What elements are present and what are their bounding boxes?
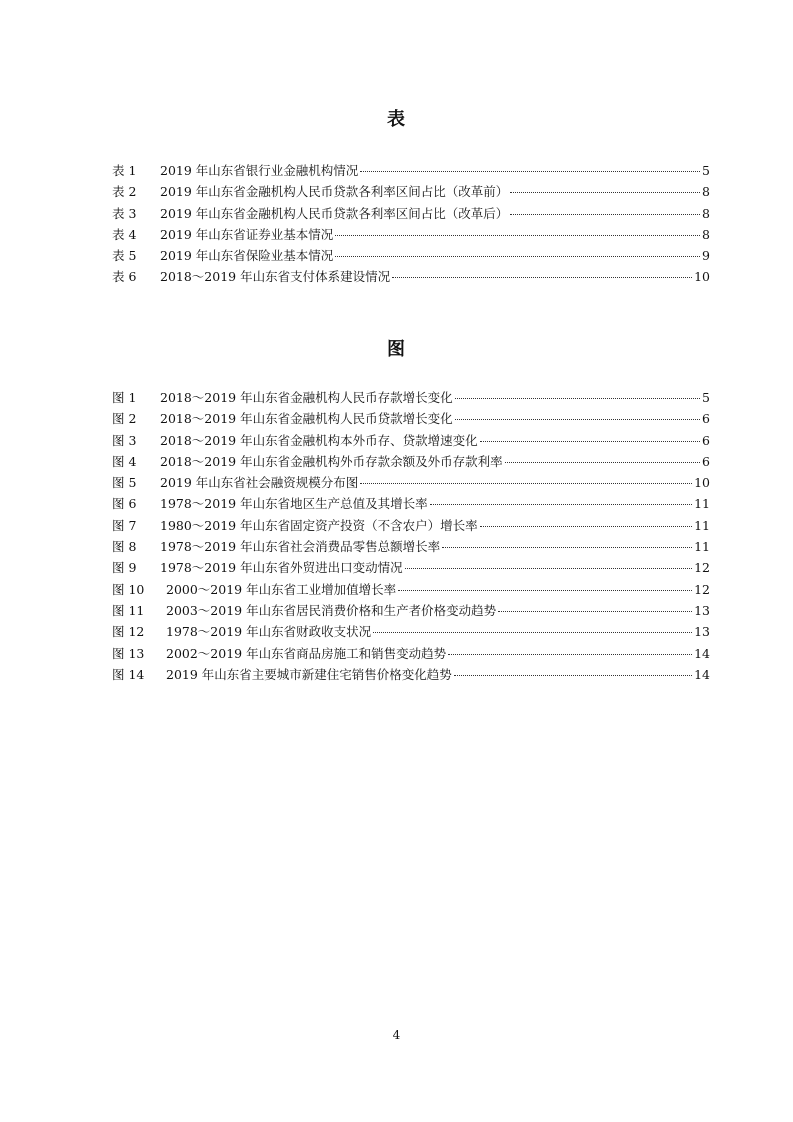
toc-entry[interactable]	[112, 493, 710, 514]
toc-entry-title: 1978～2019 年山东省财政收支状况	[166, 624, 372, 640]
toc-entry-label: 图 4	[112, 453, 137, 469]
toc-entry-label: 图 3	[112, 432, 137, 448]
toc-dot-leader	[335, 235, 700, 236]
toc-entry-label: 图 9	[112, 560, 137, 576]
toc-entry-label: 图 11	[112, 602, 145, 618]
toc-entry-page: 5	[702, 163, 710, 178]
toc-entry-page: 12	[694, 581, 710, 597]
toc-entry-title: 1978～2019 年山东省地区生产总值及其增长率	[160, 496, 428, 512]
toc-entry-page: 13	[694, 624, 710, 640]
toc-entry[interactable]	[112, 515, 710, 536]
toc-dot-leader	[442, 547, 692, 548]
toc-dot-leader	[373, 632, 692, 633]
toc-entry-title: 1980～2019 年山东省固定资产投资（不含农户）增长率	[160, 517, 478, 533]
toc-entry[interactable]	[112, 203, 710, 224]
toc-entry-title: 2018～2019 年山东省金融机构外币存款余额及外币存款利率	[160, 453, 503, 469]
toc-entry-label: 表 5	[112, 248, 137, 264]
toc-entry[interactable]	[112, 430, 710, 451]
toc-entry-label: 图 5	[112, 475, 137, 491]
toc-entry-title: 2018～2019 年山东省金融机构人民币存款增长变化	[160, 390, 453, 405]
toc-entry-page: 11	[694, 517, 710, 533]
toc-dot-leader	[360, 171, 700, 172]
toc-entry-page: 12	[694, 560, 710, 576]
toc-entry-page: 11	[694, 539, 710, 555]
toc-entry-label: 图 14	[112, 666, 145, 682]
toc-entry[interactable]	[112, 643, 710, 664]
toc-dot-leader	[505, 462, 700, 463]
toc-entry[interactable]	[112, 387, 710, 408]
toc-dot-leader	[454, 675, 692, 676]
toc-dot-leader	[510, 192, 700, 193]
toc-entry-page: 11	[694, 496, 710, 512]
toc-dot-leader	[398, 590, 692, 591]
toc-entry-title: 2019 年山东省证券业基本情况	[160, 226, 334, 242]
toc-entry[interactable]	[112, 160, 710, 181]
toc-dot-leader	[335, 256, 700, 257]
toc-entry-page: 8	[702, 184, 710, 200]
toc-dot-leader	[448, 654, 692, 655]
toc-entry-page: 6	[702, 411, 710, 427]
toc-entry-label: 图 13	[112, 645, 145, 661]
toc-entry-page: 14	[694, 645, 710, 661]
toc-entry-title: 2018～2019 年山东省金融机构人民币贷款增长变化	[160, 411, 453, 427]
toc-entry[interactable]	[112, 224, 710, 245]
toc-dot-leader	[480, 526, 692, 527]
toc-dot-leader	[455, 398, 700, 399]
toc-entry-label: 表 6	[112, 269, 137, 285]
toc-entry-page: 8	[702, 205, 710, 221]
toc-entry-title: 2018～2019 年山东省金融机构本外币存、贷款增速变化	[160, 432, 478, 448]
toc-entry[interactable]	[112, 579, 710, 600]
toc-entry[interactable]	[112, 600, 710, 621]
toc-entry[interactable]	[112, 181, 710, 202]
toc-dot-leader	[405, 568, 692, 569]
page-number: 4	[392, 1028, 401, 1042]
toc-entry-title: 2000～2019 年山东省工业增加值增长率	[166, 581, 397, 597]
toc-entry-label: 图 12	[112, 624, 145, 640]
toc-entry[interactable]	[112, 266, 710, 287]
toc-dot-leader	[392, 277, 692, 278]
toc-entry-page: 9	[702, 248, 710, 264]
toc-dot-leader	[480, 441, 700, 442]
toc-dot-leader	[430, 504, 692, 505]
toc-dot-leader	[360, 483, 692, 484]
tables-section-title: 表	[387, 109, 406, 130]
toc-entry-title: 2003～2019 年山东省居民消费价格和生产者价格变动趋势	[166, 602, 497, 618]
toc-entry-label: 表 4	[112, 226, 137, 242]
toc-entry-label: 表 3	[112, 205, 137, 221]
toc-entry-page: 8	[702, 226, 710, 242]
toc-dot-leader	[510, 214, 700, 215]
toc-entry[interactable]	[112, 245, 710, 266]
toc-entry-label: 图 10	[112, 581, 145, 597]
figures-list	[112, 387, 710, 685]
toc-entry-title: 2019 年山东省金融机构人民币贷款各利率区间占比（改革前）	[160, 184, 509, 200]
toc-entry-page: 14	[694, 666, 710, 682]
toc-entry-title: 2019 年山东省银行业金融机构情况	[160, 163, 359, 178]
toc-entry[interactable]	[112, 451, 710, 472]
toc-entry-page: 6	[702, 432, 710, 448]
toc-entry-title: 1978～2019 年山东省外贸进出口变动情况	[160, 560, 403, 576]
toc-entry-title: 2018～2019 年山东省支付体系建设情况	[160, 269, 391, 285]
toc-entry[interactable]	[112, 557, 710, 578]
toc-entry-label: 图 8	[112, 539, 137, 555]
toc-entry-page: 10	[694, 269, 710, 285]
toc-entry-page: 5	[702, 390, 710, 405]
toc-dot-leader	[455, 419, 700, 420]
toc-entry-title: 1978～2019 年山东省社会消费品零售总额增长率	[160, 539, 441, 555]
toc-entry-page: 10	[694, 475, 710, 491]
toc-entry[interactable]	[112, 408, 710, 429]
toc-entry-label: 表 2	[112, 184, 137, 200]
toc-entry-title: 2019 年山东省保险业基本情况	[160, 248, 334, 264]
toc-entry-label: 图 6	[112, 496, 137, 512]
toc-entry[interactable]	[112, 664, 710, 685]
toc-entry-page: 6	[702, 453, 710, 469]
figures-section-title: 图	[387, 339, 406, 360]
toc-entry-label: 表 1	[112, 163, 137, 178]
toc-entry-label: 图 1	[112, 390, 137, 405]
tables-list	[112, 160, 710, 288]
toc-entry[interactable]	[112, 536, 710, 557]
toc-entry-title: 2019 年山东省社会融资规模分布图	[160, 475, 359, 491]
toc-entry-label: 图 7	[112, 517, 137, 533]
toc-entry[interactable]	[112, 472, 710, 493]
toc-dot-leader	[498, 611, 692, 612]
toc-entry-label: 图 2	[112, 411, 137, 427]
toc-entry-title: 2002～2019 年山东省商品房施工和销售变动趋势	[166, 645, 447, 661]
toc-entry[interactable]	[112, 621, 710, 642]
toc-entry-page: 13	[694, 602, 710, 618]
toc-entry-title: 2019 年山东省金融机构人民币贷款各利率区间占比（改革后）	[160, 205, 509, 221]
toc-entry-title: 2019 年山东省主要城市新建住宅销售价格变化趋势	[166, 666, 452, 682]
